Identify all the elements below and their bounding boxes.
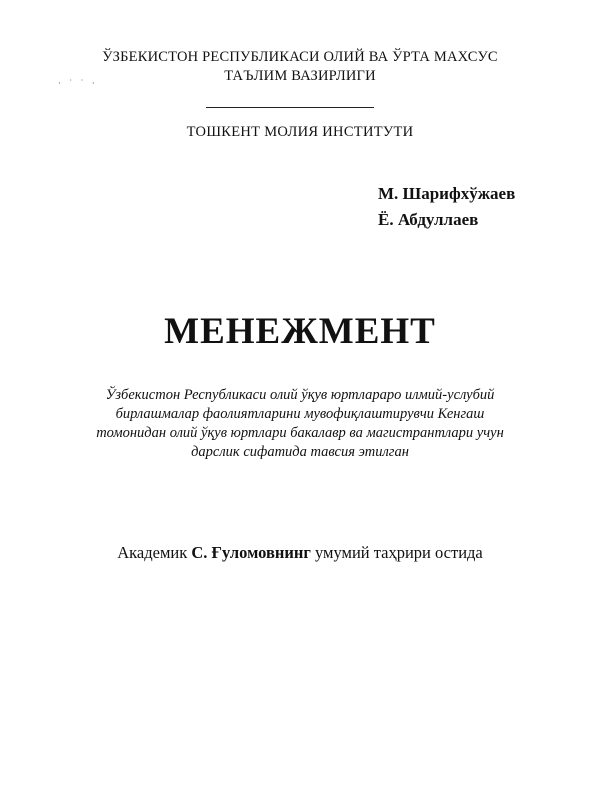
heading-divider <box>206 107 374 108</box>
ministry-line-2: ТАЪЛИМ ВАЗИРЛИГИ <box>224 68 376 84</box>
ministry-line-1: ЎЗБЕКИСТОН РЕСПУБЛИКАСИ ОЛИЙ ВА ЎРТА МАХСУС <box>102 49 498 65</box>
approval-line-1: Ўзбекистон Республикаси олий ўқув юртлараро илмий-услубий <box>105 387 495 403</box>
approval-statement <box>40 386 560 462</box>
authors-block <box>378 181 515 233</box>
editor-suffix: умумий таҳрири остида <box>315 543 483 562</box>
editor-credit <box>0 543 600 563</box>
author-name: Ё. Абдуллаев <box>378 210 479 229</box>
approval-line-3: томонидан олий ўқув юртлари бакалавр ва магистрантлари учун <box>96 425 504 441</box>
scan-noise: · ˙ ˙ · <box>58 78 98 88</box>
approval-line-4: дарслик сифатида тавсия этилган <box>191 444 409 460</box>
editor-name: С. Ғуломовнинг <box>191 543 311 562</box>
approval-line-2: бирлашмалар фаолиятларини мувофиқлаштирувчи Кенгаш <box>115 406 485 422</box>
editor-prefix: Академик <box>117 543 188 562</box>
author-name: М. Шарифхўжаев <box>378 184 516 203</box>
book-title: МЕНЕЖМЕНТ <box>164 311 436 352</box>
institute-name: ТОШКЕНТ МОЛИЯ ИНСТИТУТИ <box>186 124 414 140</box>
